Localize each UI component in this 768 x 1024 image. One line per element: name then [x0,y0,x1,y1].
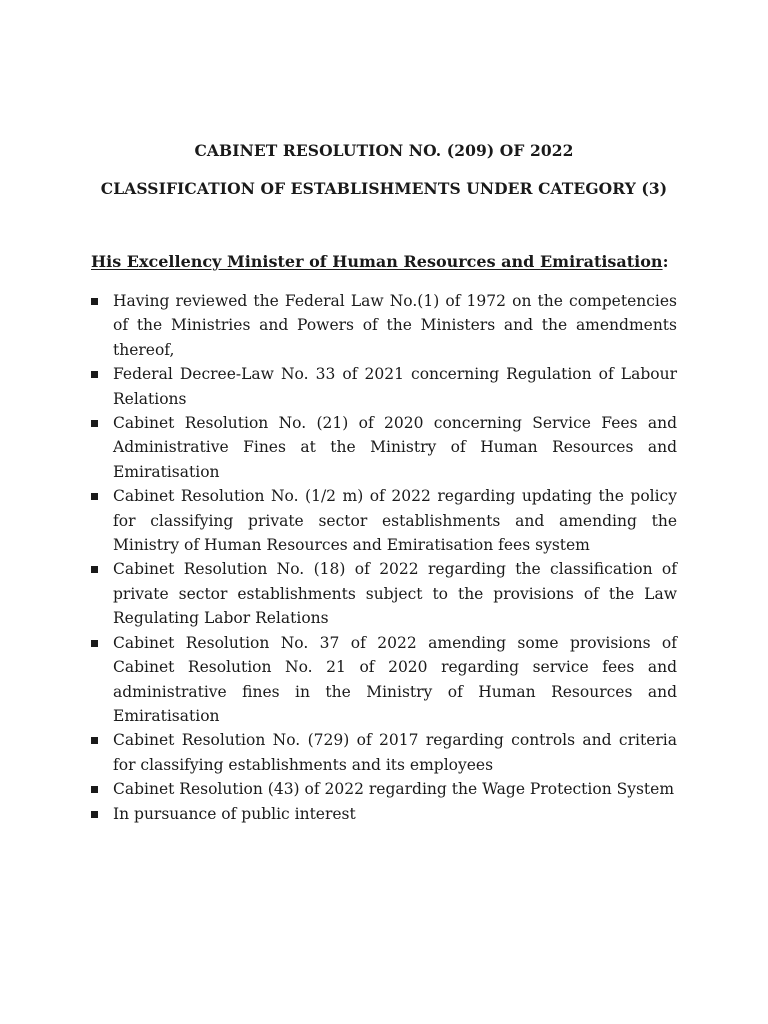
list-item-text: In pursuance of public interest [113,804,356,823]
list-item [91,777,677,801]
list-item-text: Cabinet Resolution No. 37 of 2022 amending some provisions of Cabinet Resolution No. 21 of 2020 regarding service fees and administrative fines in the Ministry of Human Resources and Emiratisation [113,633,677,725]
list-item-text: Cabinet Resolution No. (1/2 m) of 2022 regarding updating the policy for classifying private sector establishments and amending the Ministry of Human Resources and Emiratisation fees system [113,487,677,555]
square-bullet-icon [91,371,98,378]
square-bullet-icon [91,640,98,647]
preamble-heading-line [91,252,668,271]
list-item-text: Federal Decree-Law No. 33 of 2021 concerning Regulation of Labour Relations [113,365,677,408]
list-item [91,289,677,362]
list-item [91,802,677,826]
recitals-list [91,289,677,826]
list-item-text: Cabinet Resolution No. (729) of 2017 regarding controls and criteria for classifying establishments and its employees [113,731,677,774]
list-item [91,411,677,484]
document-subtitle: CLASSIFICATION OF ESTABLISHMENTS UNDER CATEGORY (3) [100,179,668,198]
square-bullet-icon [91,298,98,305]
list-item-text: Cabinet Resolution No. (21) of 2020 concerning Service Fees and Administrative Fines at the Ministry of Human Resources and Emiratisation [113,414,677,481]
list-item-text: Cabinet Resolution No. (18) of 2022 regarding the classification of private sector establishments subject to the provisions of the Law Regulating Labor Relations [113,560,677,628]
square-bullet-icon [91,786,98,793]
square-bullet-icon [91,811,98,818]
list-item [91,362,677,411]
list-item-text: Having reviewed the Federal Law No.(1) of 1972 on the competencies of the Ministries and Powers of the Ministers and the amendments thereof, [113,292,677,359]
square-bullet-icon [91,566,98,573]
list-item [91,631,677,729]
list-item [91,484,677,557]
preamble-heading: His Excellency Minister of Human Resources and Emiratisation [91,252,663,271]
list-item [91,728,677,777]
square-bullet-icon [91,420,98,427]
list-item [91,557,677,630]
preamble-colon: : [662,252,669,271]
square-bullet-icon [91,737,98,744]
square-bullet-icon [91,493,98,500]
list-item-text: Cabinet Resolution (43) of 2022 regarding the Wage Protection System [113,780,675,799]
document-title: CABINET RESOLUTION NO. (209) OF 2022 [194,141,574,160]
